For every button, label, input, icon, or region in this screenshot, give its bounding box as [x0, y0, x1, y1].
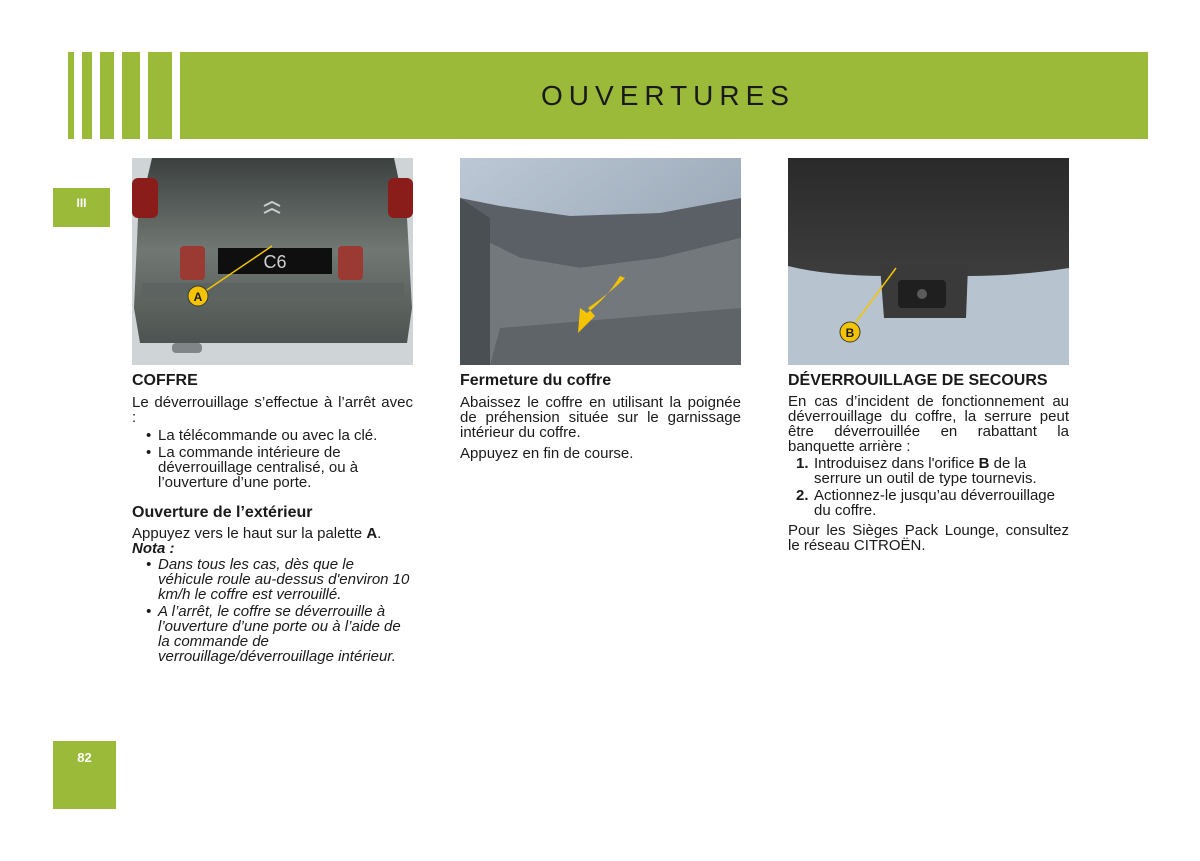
paragraph: Pour les Sièges Pack Lounge, consultez le réseau CITROËN.	[788, 522, 1069, 554]
step-text: de la serrure un outil de type tournevis.	[814, 455, 1037, 487]
list-item-text: Dans tous les cas, dès que le véhicule roule au-dessus d'environ 10 km/h le coffre est verrouillé.	[158, 556, 410, 603]
page-title: OUVERTURES	[541, 79, 795, 111]
reference-letter: B	[978, 455, 990, 472]
list-item-text: A l’arrêt, le coffre se déverrouille à l’ouverture d’une porte ou à l’aide de la commande de verrouillage/déverrouillage intérieur.	[158, 603, 401, 665]
paragraph: Le déverrouillage s’effectue à l’arrêt avec :	[132, 394, 413, 426]
photo-trunk-lock	[788, 158, 1069, 365]
header-stripe	[122, 52, 140, 139]
list-item: • A l’arrêt, le coffre se déverrouille à l’ouverture d’une porte ou à l’aide de la commande de verrouillage/déverrouillage intérieur.	[146, 603, 401, 665]
chapter-tab: III	[53, 188, 110, 227]
column-coffre	[132, 372, 413, 664]
license-plate: C6	[263, 252, 287, 272]
nota-label-text: Nota :	[132, 540, 175, 557]
column-fermeture	[460, 372, 741, 461]
section-title: COFFRE	[132, 372, 198, 389]
step-text: Actionnez-le jusqu’au déverrouillage du coffre.	[814, 487, 1055, 519]
column-deverrouillage	[788, 372, 1069, 553]
section-title: DÉVERROUILLAGE DE SECOURS	[788, 372, 1048, 389]
list-item	[788, 488, 1069, 518]
callout-b-label: B	[845, 326, 855, 340]
instruction-end: .	[377, 525, 382, 542]
bullet-list	[132, 428, 413, 490]
paragraph: En cas d’incident de fonctionnement au déverrouillage du coffre, la serrure peut être déverrouillée en rabattant la banquette arrière :	[788, 393, 1069, 455]
header-stripe	[68, 52, 74, 139]
list-item: • La commande intérieure de déverrouillage centralisé, ou à l’ouverture d’une porte.	[146, 444, 359, 491]
callout-a-label: A	[193, 290, 203, 304]
step-text: Introduisez dans l'orifice	[814, 455, 979, 472]
nota-label	[132, 541, 413, 556]
page-number: 82	[53, 741, 116, 809]
photo-trunk-interior	[460, 158, 741, 365]
list-item	[788, 456, 1069, 486]
header-bar	[180, 52, 1148, 139]
step-number: 2.	[796, 487, 809, 504]
list-item: • Dans tous les cas, dès que le véhicule roule au-dessus d'environ 10 km/h le coffre est verrouillé.	[146, 556, 410, 603]
nota-list	[132, 557, 413, 664]
header-stripe	[100, 52, 114, 139]
step-number: 1.	[796, 455, 809, 472]
paragraph	[132, 526, 413, 541]
section-subtitle: Ouverture de l’extérieur	[132, 504, 313, 521]
instruction-text: Appuyez vers le haut sur la palette	[132, 525, 367, 542]
list-item-text: La commande intérieure de déverrouillage centralisé, ou à l’ouverture d’une porte.	[158, 444, 359, 491]
header-stripe	[82, 52, 92, 139]
numbered-list	[788, 456, 1069, 518]
paragraph: Abaissez le coffre en utilisant la poignée de préhension située sur le garnissage intérieur du coffre.	[460, 394, 741, 441]
list-item: • La télécommande ou avec la clé.	[146, 427, 378, 444]
reference-letter: A	[366, 525, 378, 542]
list-item-text: La télécommande ou avec la clé.	[158, 427, 378, 444]
paragraph: Appuyez en fin de course.	[460, 445, 634, 462]
section-title: Fermeture du coffre	[460, 372, 612, 389]
photo-trunk-exterior	[132, 158, 413, 365]
header-stripe	[148, 52, 172, 139]
